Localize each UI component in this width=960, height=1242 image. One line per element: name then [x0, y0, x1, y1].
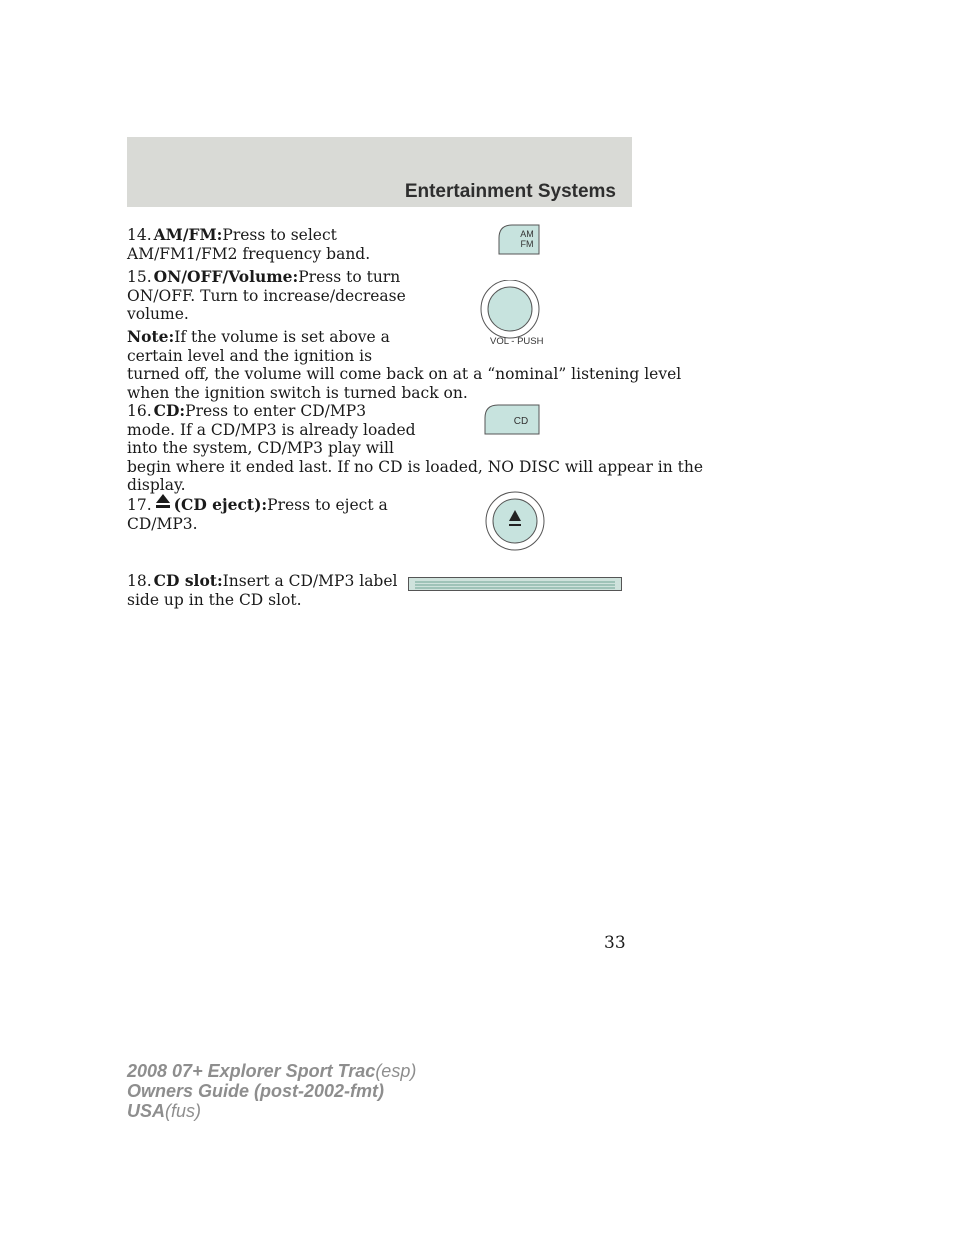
- item-number: 18.: [127, 572, 152, 590]
- item-desc: Press to enter CD/MP3: [185, 402, 367, 420]
- item-desc: AM/FM1/FM2 frequency band.: [127, 244, 371, 263]
- am-fm-button-icon: [498, 224, 540, 255]
- item-desc: Insert a CD/MP3 label: [222, 572, 398, 590]
- item-desc: volume.: [127, 305, 189, 323]
- item-17-text: [127, 494, 388, 533]
- item-desc: ON/OFF. Turn to increase/decrease: [127, 286, 406, 305]
- item-number: 15.: [127, 268, 152, 286]
- vol-push-caption: VOL - PUSH: [490, 336, 544, 347]
- item-desc: Press to eject a: [267, 496, 388, 514]
- item-desc: display.: [127, 476, 186, 494]
- footer: [127, 1061, 416, 1121]
- item-number: 16.: [127, 402, 152, 420]
- section-title: Entertainment Systems: [404, 181, 616, 202]
- item-16-text: [127, 402, 703, 495]
- footer-model: 2008 07+ Explorer Sport Trac: [127, 1061, 376, 1081]
- eject-icon: [156, 494, 170, 508]
- item-label: CD:: [153, 401, 186, 420]
- note-text: when the ignition switch is turned back on.: [127, 383, 468, 402]
- note-label: Note:: [127, 327, 175, 346]
- item-desc: Press to turn: [298, 268, 401, 286]
- note-text: certain level and the ignition is: [127, 346, 373, 365]
- item-desc: side up in the CD slot.: [127, 590, 302, 609]
- note-text: turned off, the volume will come back on at a “nominal” listening level: [127, 365, 682, 383]
- note-15-text: [127, 328, 681, 402]
- cd-label: CD: [513, 416, 529, 427]
- eject-button-icon: [485, 491, 545, 551]
- item-label: AM/FM:: [153, 225, 223, 244]
- item-desc: mode. If a CD/MP3 is already loaded: [127, 420, 416, 439]
- item-label: CD slot:: [153, 571, 223, 590]
- item-14-text: [127, 226, 370, 263]
- item-number: 17.: [127, 496, 152, 514]
- footer-market-code: (fus): [165, 1101, 202, 1121]
- cd-slot-icon: [408, 577, 622, 591]
- item-label: (CD eject):: [173, 495, 268, 514]
- note-text: If the volume is set above a: [174, 328, 390, 346]
- item-15-text: [127, 268, 406, 324]
- header-band: [127, 137, 632, 207]
- item-desc: CD/MP3.: [127, 514, 198, 533]
- footer-guide: Owners Guide (post-2002-fmt): [127, 1081, 385, 1101]
- item-desc: begin where it ended last. If no CD is loaded, NO DISC will appear in the: [127, 457, 704, 476]
- item-number: 14.: [127, 226, 152, 244]
- cd-button-icon: [484, 404, 540, 435]
- footer-market: USA: [127, 1101, 166, 1121]
- fm-label: FM: [520, 239, 534, 249]
- page-number: 33: [604, 933, 626, 953]
- item-desc: Press to select: [222, 226, 337, 244]
- footer-model-code: (esp): [375, 1061, 417, 1081]
- item-18-text: [127, 572, 398, 609]
- item-label: ON/OFF/Volume:: [153, 267, 299, 286]
- am-label: AM: [520, 229, 534, 239]
- item-desc: into the system, CD/MP3 play will: [127, 439, 394, 457]
